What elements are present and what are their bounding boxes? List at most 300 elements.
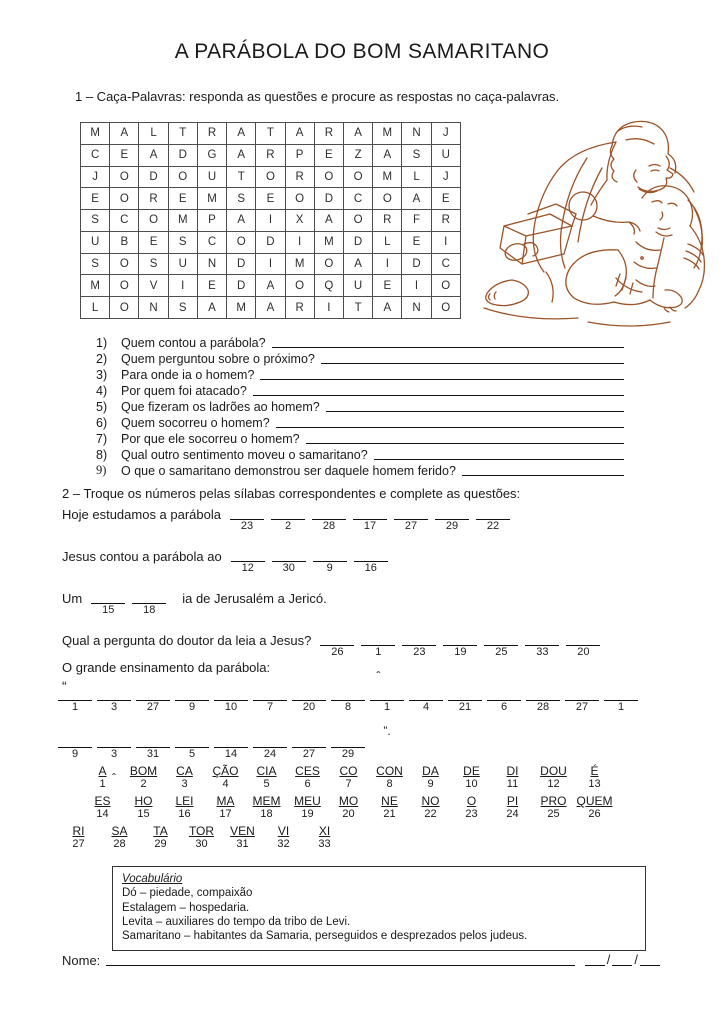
syllable-number: 19	[301, 808, 314, 820]
line-prefix: Qual a pergunta do doutor da leia a Jesus?	[62, 633, 312, 648]
syllable-label: CES	[295, 764, 320, 778]
blank-number: 3	[110, 748, 118, 760]
word-search-cell: I	[432, 232, 461, 254]
question-row	[96, 382, 624, 398]
blank-number: 25	[495, 646, 508, 658]
blank-number: 29	[445, 520, 459, 532]
syllable-blank	[271, 519, 305, 533]
syllable-key-item	[222, 824, 263, 851]
syllable-key-item	[246, 794, 287, 821]
word-search-cell: I	[373, 254, 402, 276]
word-search-cell: F	[402, 210, 431, 232]
fill-in-lines	[62, 506, 682, 683]
syllable-label: BOM	[129, 764, 158, 778]
blank-number: 6	[500, 701, 508, 713]
fill-in-line	[62, 590, 682, 632]
word-search-cell: M	[81, 275, 110, 297]
word-search-cell: A	[227, 145, 256, 167]
word-search-cell: C	[198, 232, 227, 254]
syllable-label: QUEM	[576, 794, 613, 808]
syllable-blank	[484, 645, 518, 659]
syllable-key-item	[369, 764, 410, 791]
syllable-key-item	[451, 794, 492, 821]
syllable-key-item	[492, 794, 533, 821]
syllable-blank	[175, 700, 209, 738]
word-search-cell: I	[315, 297, 344, 319]
word-search-cell: L	[402, 167, 431, 189]
question-row	[96, 430, 624, 446]
blank-number: 18	[143, 604, 156, 616]
date-slash: /	[634, 952, 638, 967]
blank-number: 27	[302, 748, 316, 760]
answer-line	[374, 448, 624, 460]
question-number: 5)	[96, 400, 108, 414]
word-search-cell: A	[227, 123, 256, 145]
syllable-key-item	[451, 764, 492, 791]
word-search-cell: A	[286, 123, 315, 145]
syllable-label: VEN	[230, 824, 255, 838]
word-search-cell: A	[227, 210, 256, 232]
blank-number: 20	[302, 701, 316, 713]
blank-number: 31	[146, 748, 160, 760]
syllable-number: 15	[137, 808, 150, 820]
word-search-cell: V	[139, 275, 168, 297]
vocabulary-entry: Levita – auxiliares do tempo da tribo de Levi.	[122, 915, 351, 928]
word-search-cell: A	[315, 210, 344, 232]
syllable-blank	[526, 700, 560, 738]
word-search-cell: S	[139, 254, 168, 276]
word-search-cell: R	[286, 297, 315, 319]
question-row	[96, 366, 624, 382]
word-search-cell: S	[81, 254, 110, 276]
answer-line	[253, 384, 624, 396]
syllable-blank	[394, 519, 428, 533]
word-search-cell: D	[402, 254, 431, 276]
syllable-label: CON	[376, 764, 403, 778]
blank-number: 9	[71, 748, 79, 760]
word-search-cell: I	[256, 254, 285, 276]
word-search-cell: A	[344, 123, 373, 145]
word-search-cell: E	[169, 188, 198, 210]
question-text: Qual outro sentimento moveu o samaritano?	[121, 448, 368, 462]
syllable-key-item	[164, 764, 205, 791]
syllable-blank	[448, 700, 482, 738]
question-row	[96, 398, 624, 414]
blank-accent-mark: ˆ	[376, 669, 381, 683]
word-search-cell: E	[402, 232, 431, 254]
syllable-label: RI	[72, 824, 85, 838]
syllable-label: SA	[111, 824, 128, 838]
syllable-blank	[331, 700, 365, 738]
syllable-key-item	[410, 794, 451, 821]
blank-group	[230, 506, 517, 533]
word-search-cell: R	[139, 188, 168, 210]
syllable-blank	[272, 561, 306, 575]
word-search-cell: O	[432, 275, 461, 297]
syllable-blank	[487, 700, 521, 738]
syllable-label: MA	[216, 794, 235, 808]
word-search-cell: Z	[344, 145, 373, 167]
blank-number: 4	[422, 701, 430, 713]
word-search-cell: G	[198, 145, 227, 167]
syllable-label: CIA	[256, 764, 277, 778]
blank-number: 1	[71, 701, 79, 713]
vocabulary-entry: Estalagem – hospedaria.	[122, 901, 250, 914]
syllable-key-item	[123, 794, 164, 821]
word-search-cell: E	[432, 188, 461, 210]
word-search-cell: L	[373, 232, 402, 254]
syllable-label: A	[98, 764, 107, 778]
word-search-cell: N	[402, 297, 431, 319]
syllable-number: 29	[154, 838, 167, 850]
blank-number: 21	[458, 701, 472, 713]
word-search-row	[81, 254, 461, 276]
blank-number: 1	[617, 701, 625, 713]
word-search-cell: X	[286, 210, 315, 232]
syllable-key	[58, 764, 615, 854]
word-search-row	[81, 275, 461, 297]
blank-number: 5	[188, 748, 196, 760]
word-search-cell: D	[256, 232, 285, 254]
word-search-cell: O	[110, 254, 139, 276]
word-search-cell: S	[169, 232, 198, 254]
word-search-cell: J	[432, 123, 461, 145]
syllable-blank	[58, 700, 92, 738]
syllable-number: 23	[465, 808, 478, 820]
syllable-blank	[136, 700, 170, 738]
word-search-row	[81, 145, 461, 167]
syllable-blank	[214, 700, 248, 738]
blank-number: 26	[331, 646, 344, 658]
question-text: Que fizeram os ladrões ao homem?	[121, 400, 320, 414]
question-text: Quem contou a parábola?	[121, 336, 266, 350]
blank-number: 14	[224, 748, 238, 760]
word-search-cell: A	[256, 275, 285, 297]
syllable-key-item	[304, 824, 345, 851]
syllable-label: ES	[94, 794, 111, 808]
syllable-blank	[312, 519, 346, 533]
syllable-key-item	[205, 764, 246, 791]
syllable-label: MEM	[252, 794, 281, 808]
syllable-number: 11	[506, 778, 519, 790]
syllable-key-item	[58, 824, 99, 851]
syllable-label: DE	[463, 764, 480, 778]
word-search-cell: R	[286, 167, 315, 189]
syllable-number: 13	[588, 778, 601, 790]
blank-number: 33	[536, 646, 549, 658]
syllable-blank	[354, 561, 388, 575]
question-number: 9)	[96, 463, 107, 477]
line-prefix: Um	[62, 591, 83, 606]
word-search-cell: M	[373, 123, 402, 145]
word-search-cell: E	[139, 232, 168, 254]
word-search-cell: R	[432, 210, 461, 232]
word-search-cell: O	[286, 275, 315, 297]
word-search-cell: C	[110, 210, 139, 232]
blank-number: 9	[326, 562, 333, 574]
syllable-blank	[91, 603, 125, 617]
syllable-label: CA	[176, 764, 193, 778]
syllable-key-item	[82, 794, 123, 821]
word-search-cell: M	[198, 188, 227, 210]
question-number: 8)	[96, 448, 108, 462]
word-search-cell: E	[110, 145, 139, 167]
word-search-cell: R	[198, 123, 227, 145]
blank-number: 3	[110, 701, 118, 713]
section1-heading: 1 – Caça-Palavras: responda as questões e procure as respostas no caça-palavras.	[75, 89, 560, 104]
word-search-cell: O	[110, 188, 139, 210]
answer-line	[272, 336, 624, 348]
syllable-label: TOR	[188, 824, 215, 838]
word-search-cell: M	[81, 123, 110, 145]
good-samaritan-illustration	[466, 110, 718, 332]
blank-number: 15	[102, 604, 115, 616]
word-search-cell: A	[402, 188, 431, 210]
word-search-cell: E	[198, 275, 227, 297]
answer-line	[326, 400, 624, 412]
syllable-key-row	[58, 764, 615, 791]
word-search-cell: T	[344, 297, 373, 319]
syllable-blank	[370, 700, 404, 738]
vocabulary-entry: Dó – piedade, compaixão	[122, 887, 253, 900]
word-search-cell: A	[139, 145, 168, 167]
word-search-cell: D	[227, 254, 256, 276]
syllable-blank	[313, 561, 347, 575]
word-search-row	[81, 167, 461, 189]
word-search-cell: I	[286, 232, 315, 254]
syllable-key-row	[58, 824, 615, 851]
word-search-cell: O	[286, 188, 315, 210]
word-search-cell: O	[373, 188, 402, 210]
word-search-cell: U	[169, 254, 198, 276]
syllable-label: DI	[506, 764, 519, 778]
syllable-number: 10	[465, 778, 478, 790]
blank-number: 1	[375, 646, 382, 658]
blank-group	[91, 590, 173, 617]
syllable-blank	[604, 700, 638, 738]
blank-number: 24	[263, 748, 277, 760]
word-search-cell: S	[81, 210, 110, 232]
syllable-label: NE	[381, 794, 398, 808]
syllable-key-item	[246, 764, 287, 791]
date-segment	[640, 953, 660, 966]
word-search-cell: O	[344, 167, 373, 189]
syllable-label: TA	[153, 824, 168, 838]
syllable-label: DOU	[540, 764, 567, 778]
syllable-blank	[132, 603, 166, 617]
name-row	[62, 952, 662, 968]
blank-number: 16	[364, 562, 377, 574]
word-search-cell: R	[373, 210, 402, 232]
blank-number: 27	[575, 701, 589, 713]
syllable-blank	[409, 700, 443, 738]
syllable-number: 12	[547, 778, 560, 790]
question-text: Por quem foi atacado?	[121, 384, 247, 398]
syllable-key-item	[82, 764, 123, 791]
good-samaritan-line-art	[466, 110, 718, 332]
syllable-number: 14	[96, 808, 109, 820]
syllable-key-item	[123, 764, 164, 791]
word-search-cell: O	[110, 297, 139, 319]
syllable-key-item	[164, 794, 205, 821]
word-search-cell: O	[110, 167, 139, 189]
syllable-label: NO	[421, 794, 440, 808]
syllable-number: 6	[304, 778, 311, 790]
syllable-label: DA	[422, 764, 439, 778]
date-segment	[612, 953, 632, 966]
word-search-row	[81, 297, 461, 319]
fill-in-line	[62, 506, 682, 548]
word-search-cell: J	[432, 167, 461, 189]
word-search-cell: M	[227, 297, 256, 319]
syllable-number: 2	[140, 778, 147, 790]
word-search-cell: I	[256, 210, 285, 232]
word-search-cell: D	[227, 275, 256, 297]
word-search-cell: C	[344, 188, 373, 210]
word-search-cell: O	[432, 297, 461, 319]
blank-number: 22	[486, 520, 500, 532]
syllable-number: 1	[99, 778, 106, 790]
syllable-number: 27	[72, 838, 85, 850]
syllable-number: 31	[236, 838, 249, 850]
word-search-grid	[80, 122, 461, 319]
question-number: 1)	[96, 336, 108, 350]
word-search-cell: A	[373, 145, 402, 167]
syllable-blank	[476, 519, 510, 533]
syllable-label: ÇÃO	[212, 764, 239, 778]
blank-number: 2	[284, 520, 292, 532]
question-text: Quem socorreu o homem?	[121, 416, 270, 430]
question-text: Para onde ia o homem?	[121, 368, 255, 382]
word-search-cell: T	[256, 123, 285, 145]
answer-line	[321, 352, 624, 364]
word-search-cell: M	[315, 232, 344, 254]
blank-number: 9	[188, 701, 196, 713]
syllable-key-item	[328, 764, 369, 791]
syllable-blank	[320, 645, 354, 659]
syllable-label: XI	[318, 824, 331, 838]
syllable-key-item	[492, 764, 533, 791]
question-row	[96, 334, 624, 350]
answer-line	[462, 464, 624, 476]
word-search-cell: A	[110, 123, 139, 145]
word-search-cell: P	[198, 210, 227, 232]
syllable-blank	[353, 519, 387, 533]
blank-number: 28	[322, 520, 336, 532]
syllable-key-item	[205, 794, 246, 821]
word-search-cell: M	[169, 210, 198, 232]
name-line	[106, 953, 574, 966]
question-row	[96, 414, 624, 430]
word-search-cell: O	[344, 210, 373, 232]
syllable-number: 16	[178, 808, 191, 820]
word-search-cell: T	[227, 167, 256, 189]
syllable-number: 17	[219, 808, 232, 820]
syllable-label: VI	[277, 824, 290, 838]
name-label: Nome:	[62, 953, 101, 968]
vocabulary-title: Vocabulário	[122, 873, 183, 885]
syllable-number: 9	[427, 778, 434, 790]
syllable-key-item	[533, 794, 574, 821]
syllable-number: 5	[263, 778, 270, 790]
syllable-number: 18	[260, 808, 273, 820]
syllable-blank	[97, 700, 131, 738]
line-prefix: Hoje estudamos a parábola	[62, 507, 221, 522]
syllable-number: 32	[277, 838, 290, 850]
date-segment	[585, 953, 605, 966]
word-search-cell: J	[81, 167, 110, 189]
blank-number: 7	[266, 701, 274, 713]
word-search-row	[81, 232, 461, 254]
syllable-label: PRO	[540, 794, 567, 808]
syllable-key-item	[181, 824, 222, 851]
syllable-blank	[253, 700, 287, 738]
blank-number: 30	[282, 562, 295, 574]
blank-number: 19	[454, 646, 467, 658]
word-search-cell: D	[139, 167, 168, 189]
vocabulary-entries	[122, 886, 636, 943]
blank-number: 29	[341, 748, 355, 760]
syllable-number: 20	[342, 808, 355, 820]
syllable-number: 4	[222, 778, 229, 790]
blank-number: 10	[224, 701, 238, 713]
question-number: 7)	[96, 432, 108, 446]
syllable-key-item	[369, 794, 410, 821]
word-search-cell: Q	[315, 275, 344, 297]
syllable-blank	[231, 561, 265, 575]
blank-group	[58, 700, 643, 738]
word-search-cell: T	[169, 123, 198, 145]
blank-number: 27	[404, 520, 418, 532]
word-search-cell: S	[402, 145, 431, 167]
word-search-cell: L	[139, 123, 168, 145]
question-text: O que o samaritano demonstrou ser daquele homem ferido?	[121, 464, 456, 478]
word-search-cell: A	[198, 297, 227, 319]
syllable-blank	[525, 645, 559, 659]
word-search-cell: L	[81, 297, 110, 319]
syllable-blank	[435, 519, 469, 533]
blank-group	[320, 632, 607, 683]
word-search-cell: U	[344, 275, 373, 297]
word-search-cell: M	[373, 167, 402, 189]
quote-blank-row	[58, 700, 643, 738]
question-text: Quem perguntou sobre o próximo?	[121, 352, 315, 366]
syllable-key-item	[533, 764, 574, 791]
word-search-cell: S	[169, 297, 198, 319]
question-number: 4)	[96, 384, 108, 398]
syllable-number: 7	[345, 778, 352, 790]
syllable-label: CO	[339, 764, 358, 778]
word-search-row	[81, 188, 461, 210]
blank-number: 17	[363, 520, 377, 532]
syllable-number: 3	[181, 778, 188, 790]
syllable-blank	[566, 645, 600, 659]
word-search-cell: I	[169, 275, 198, 297]
question-list	[96, 334, 624, 478]
open-quote-mark: “	[62, 678, 67, 694]
syllable-label: MO	[338, 794, 359, 808]
question-number: 3)	[96, 368, 108, 382]
word-search-cell: U	[432, 145, 461, 167]
word-search-cell: R	[315, 123, 344, 145]
syllable-key-item	[287, 764, 328, 791]
syllable-label: HO	[134, 794, 153, 808]
word-search-cell: D	[169, 145, 198, 167]
answer-line	[260, 368, 624, 380]
page-title: A PARÁBOLA DO BOM SAMARITANO	[174, 40, 550, 63]
syllable-key-item	[140, 824, 181, 851]
syllable-key-item	[99, 824, 140, 851]
